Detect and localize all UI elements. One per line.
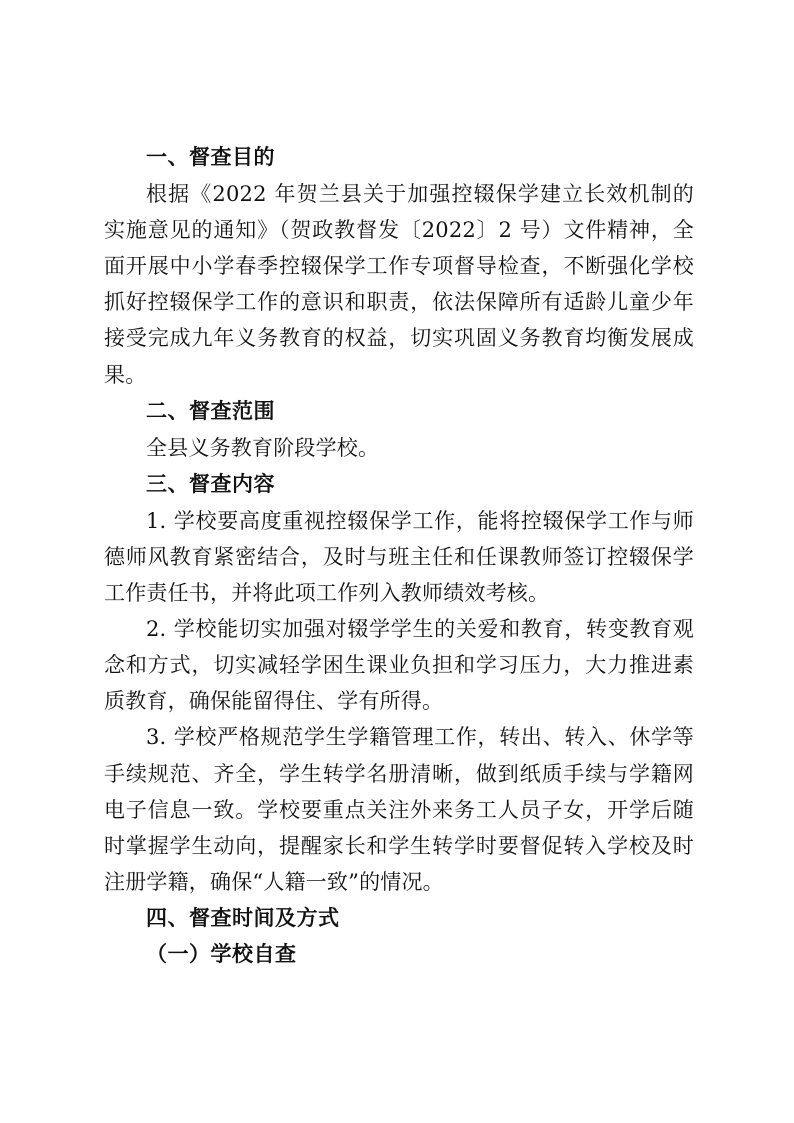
section-scope: [104, 394, 694, 466]
document-body: [104, 140, 694, 972]
section-paragraph: 全县义务教育阶段学校。: [146, 435, 380, 460]
section-heading: 四、督查时间及方式: [146, 905, 340, 931]
section-heading: 二、督查范围: [146, 397, 275, 423]
section-paragraph: 3. 学校严格规范学生学籍管理工作，转出、转入、休学等手续规范、齐全，学生转学名册清晰，做到纸质手续与学籍网电子信息一致。学校要重点关注外来务工人员子女，开学后随时掌握学生动向，提醒家长和学生转学时要督促转入学校及时注册学籍，确保“人籍一致”的情况。: [104, 725, 694, 894]
section-paragraph: 根据《2022 年贺兰县关于加强控辍保学建立长效机制的实施意见的通知》（贺政教督发〔2022〕2 号）文件精神，全面开展中小学春季控辍保学工作专项督导检查，不断强化学校抓好控辍保学工作的意识和职责，依法保障所有适龄儿童少年接受完成九年义务教育的权益，切实巩固义务教育均衡发展成果。: [104, 182, 694, 387]
section-heading: 一、督查目的: [146, 144, 275, 169]
section-subheading: （一）学校自查: [146, 941, 297, 967]
section-purpose: [104, 140, 694, 393]
section-time-and-method: [104, 901, 694, 971]
section-paragraph: 1. 学校要高度重视控辍保学工作，能将控辍保学工作与师德师风教育紧密结合，及时与班主任和任课教师签订控辍保学工作责任书，并将此项工作列入教师绩效考核。: [104, 508, 694, 606]
section-content: [104, 467, 694, 900]
section-heading: 三、督查内容: [146, 470, 275, 496]
section-paragraph: 2. 学校能切实加强对辍学学生的关爱和教育，转变教育观念和方式，切实减轻学困生课业负担和学习压力，大力推进素质教育，确保能留得住、学有所得。: [104, 617, 694, 714]
